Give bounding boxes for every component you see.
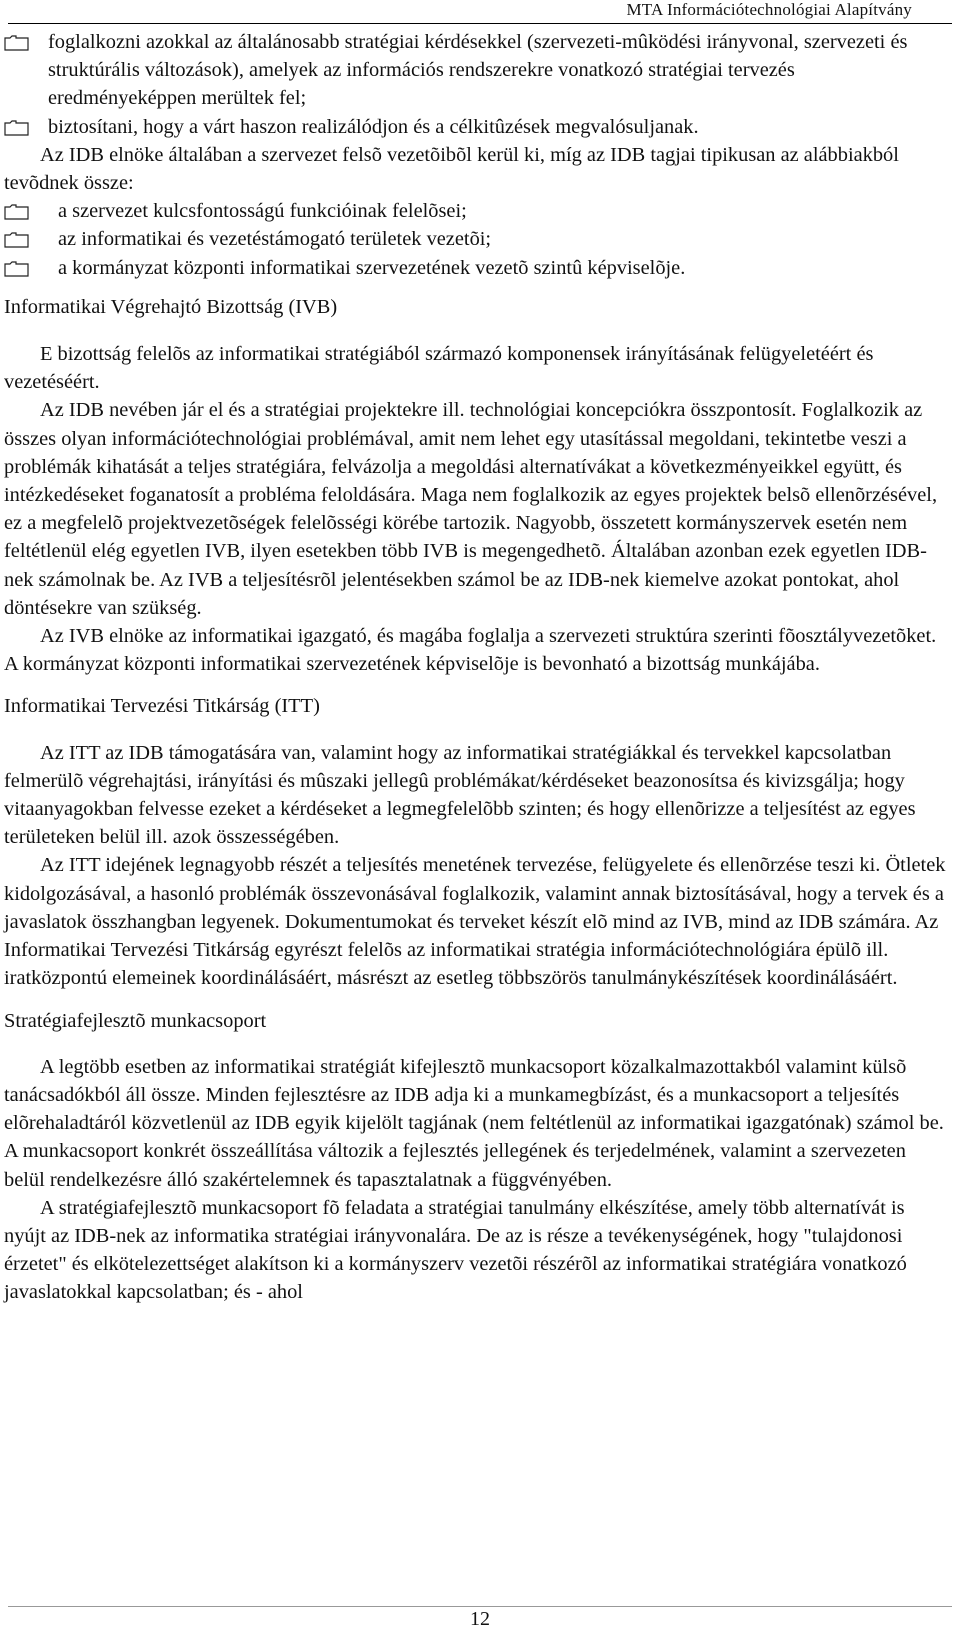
header-rule — [8, 23, 952, 24]
folder-bullet-icon — [4, 232, 34, 248]
folder-bullet-icon — [4, 120, 34, 136]
running-header: MTA Információtechnológiai Alapítvány — [626, 0, 912, 19]
paragraph: Az ITT idejének legnagyobb részét a teljesítés menetének tervezése, felügyelete és ellenõrzése teszi ki. Ötletek kidolgozásával, a hasonló problémák összevonásával foglalkozik, valamint annak biztosításával, hogy a tervek és a javaslatok összhangban legyenek. Dokumentumokat és terveket készít elõ mind az IVB, mind az IDB számára. Az Informatikai Tervezési Titkárság egyrészt felelõs az informatikai stratégia információtechnológiára épülõ ill. iratközpontú elemeinek koordinálásáért, másrészt az esetleg többszörös tanulmánykészítések koordinálásáért. — [4, 854, 946, 990]
bullet-item — [4, 197, 946, 225]
folder-bullet-icon — [4, 204, 34, 220]
paragraph: A legtöbb esetben az informatikai stratégiát kifejlesztõ munkacsoport közalkalmazottakból valamint külsõ tanácsadókból áll össze. Minden fejlesztésre az IDB adja ki a munkamegbízást, és a munkacsoport a teljesítés elõrehaladtáról közvetlenül az IDB egyik kijelölt tagjának (nem feltétlenül az informatikai igazgatónak) számol be. A munkacsoport konkrét összeállítása változik a fejlesztés jellegének és terjedelmének, valamint a szervezeten belül rendelkezésre álló szakértelemnek és tapasztalatnak a függvényében. — [4, 1055, 944, 1191]
page-number: 12 — [470, 1608, 490, 1630]
paragraph: Az IDB nevében jár el és a stratégiai projektekre ill. technológiai koncepciókra összpontosít. Foglalkozik az összes olyan információtechnológiai problémával, amit nem lehet egy utasítással megoldani, tekintetbe veszi a problémák kihatását a teljes stratégiára, felvázolja a megoldási alternatívákat a következményeikkel együtt, és intézkedéseket foganatosít a probléma feloldására. Maga nem foglalkozik az egyes projektek belsõ ellenõrzésével, ez a megfelelõ projektvezetõségek felelõsségi körébe tartozik. Nagyobb, összetett kormányszervek esetén nem feltétlenül elég egyetlen IVB, ilyen esetekben több IVB is megengedhetõ. Általában azonban ezek egyetlen IDB-nek számolnak be. Az IVB a teljesítésrõl jelentésekben számol be az IDB-nek kiemelve azokat pontokat, ahol döntésekre van szükség. — [4, 399, 938, 619]
bullet-text: foglalkozni azokkal az általánosabb stratégiai kérdésekkel (szervezeti-mûködési irányvonal, szervezeti és struktúrális változások), amelyek az információs rendszerekre vonatkozó stratégiai tervezés eredményeképpen merültek fel; — [48, 31, 908, 110]
bullet-item — [4, 225, 946, 253]
page-body — [4, 28, 946, 1307]
idb-intro-paragraph: Az IDB elnöke általában a szervezet felsõ vezetõibõl kerül ki, míg az IDB tagjai tipikusan az alábbiakból tevõdnek össze: — [4, 143, 899, 195]
bullet-item — [4, 113, 946, 141]
bullet-text: az informatikai és vezetéstámogató területek vezetõi; — [58, 228, 492, 251]
paragraph: Az ITT az IDB támogatására van, valamint hogy az informatikai stratégiákkal és tervekkel kapcsolatban felmerülõ végrehajtási, irányítási és mûszaki jellegû problémákat/kérdéseket beazonosítsa és kivizsgálja; hogy vitaanyagokban felvesse ezeket a kérdéseket a legmegfelelõbb szinten; és hogy ellenõrizze a teljesítést az egyes területeken belül ill. azok összességében. — [4, 741, 916, 849]
folder-bullet-icon — [4, 261, 34, 277]
section-heading-munkacsoport: Stratégiafejlesztõ munkacsoport — [4, 1009, 267, 1032]
bullet-item — [4, 28, 946, 113]
bullet-item — [4, 254, 946, 282]
footer-rule — [8, 1606, 952, 1607]
bullet-text: a szervezet kulcsfontosságú funkcióinak felelõsei; — [58, 200, 467, 223]
paragraph: Az IVB elnöke az informatikai igazgató, és magába foglalja a szervezeti struktúra szerinti fõosztályvezetõket. A kormányzat központi informatikai szervezetének képviselõje is bevonható a bizottság munkájába. — [4, 625, 937, 676]
folder-bullet-icon — [4, 35, 34, 51]
paragraph: E bizottság felelõs az informatikai stratégiából származó komponensek irányításának felügyeletéért és vezetéséért. — [4, 343, 874, 394]
paragraph: A stratégiafejlesztõ munkacsoport fõ feladata a stratégiai tanulmány elkészítése, amely több alternatívát is nyújt az IDB-nek az informatika stratégiai irányvonalára. De az is része a tevékenységének, hogy "tulajdonosi érzetet" és elkötelezettséget alakítson ki a kormányszerv vezetõi részérõl az informatikai stratégiára vonatkozó javaslatokkal kapcsolatban; és - ahol — [4, 1196, 907, 1304]
bullet-text: a kormányzat központi informatikai szervezetének vezetõ szintû képviselõje. — [58, 256, 686, 279]
section-heading-itt: Informatikai Tervezési Titkárság (ITT) — [4, 695, 320, 718]
section-heading-ivb: Informatikai Végrehajtó Bizottság (IVB) — [4, 295, 338, 318]
bullet-text: biztosítani, hogy a várt haszon realizálódjon és a célkitûzések megvalósuljanak. — [48, 115, 699, 138]
